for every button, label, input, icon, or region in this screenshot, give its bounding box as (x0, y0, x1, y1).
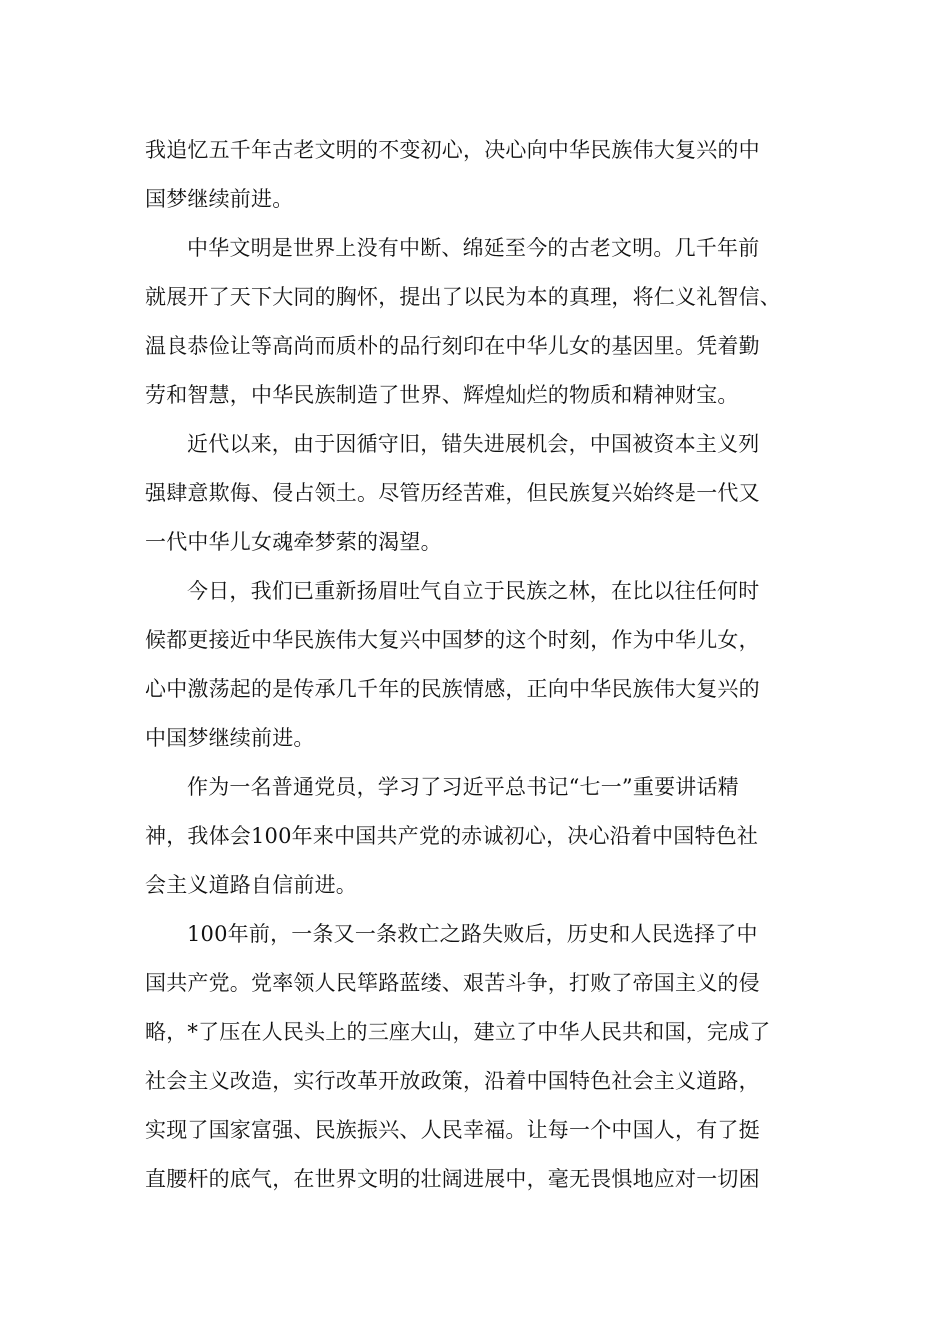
paragraph-start-line: 100年前，一条又一条救亡之路失败后，历史和人民选择了中 (187, 922, 758, 946)
text-line: 心中激荡起的是传承几千年的民族情感，正向中华民族伟大复兴的 (145, 677, 760, 701)
text-line: 温良恭俭让等高尚而质朴的品行刻印在中华儿女的基因里。凭着勤 (145, 334, 760, 358)
document-body (145, 126, 825, 1204)
text-line: 中国梦继续前进。 (145, 726, 315, 750)
paragraph-start-line: 今日，我们已重新扬眉吐气自立于民族之林，在比以往任何时 (187, 579, 760, 603)
text-line: 实现了国家富强、民族振兴、人民幸福。让每一个中国人，有了挺 (145, 1118, 760, 1142)
text-line: 候都更接近中华民族伟大复兴中国梦的这个时刻，作为中华儿女， (145, 628, 760, 652)
text-line: 一代中华儿女魂牵梦萦的渴望。 (145, 530, 442, 554)
text-line: 略，*了压在人民头上的三座大山，建立了中华人民共和国，完成了 (145, 1020, 771, 1044)
text-line: 国共产党。党率领人民筚路蓝缕、艰苦斗争，打败了帝国主义的侵 (145, 971, 760, 995)
text-line: 社会主义改造，实行改革开放政策，沿着中国特色社会主义道路， (145, 1069, 760, 1093)
text-line: 直腰杆的底气，在世界文明的壮阔进展中，毫无畏惧地应对一切困 (145, 1167, 760, 1191)
text-line: 神，我体会100年来中国共产党的赤诚初心，决心沿着中国特色社 (145, 824, 759, 848)
paragraph-start-line: 近代以来，由于因循守旧，错失进展机会，中国被资本主义列 (187, 432, 760, 456)
text-line: 国梦继续前进。 (145, 187, 294, 211)
text-line: 就展开了天下大同的胸怀，提出了以民为本的真理，将仁义礼智信、 (145, 285, 781, 309)
text-line: 劳和智慧，中华民族制造了世界、辉煌灿烂的物质和精神财宝。 (145, 383, 739, 407)
paragraph-start-line: 中华文明是世界上没有中断、绵延至今的古老文明。几千年前 (187, 236, 760, 260)
text-line: 强肆意欺侮、侵占领土。尽管历经苦难，但民族复兴始终是一代又 (145, 481, 760, 505)
paragraph-start-line: 作为一名普通党员，学习了习近平总书记“七一”重要讲话精 (187, 775, 739, 799)
text-line: 我追忆五千年古老文明的不变初心，决心向中华民族伟大复兴的中 (145, 138, 760, 162)
text-line: 会主义道路自信前进。 (145, 873, 357, 897)
